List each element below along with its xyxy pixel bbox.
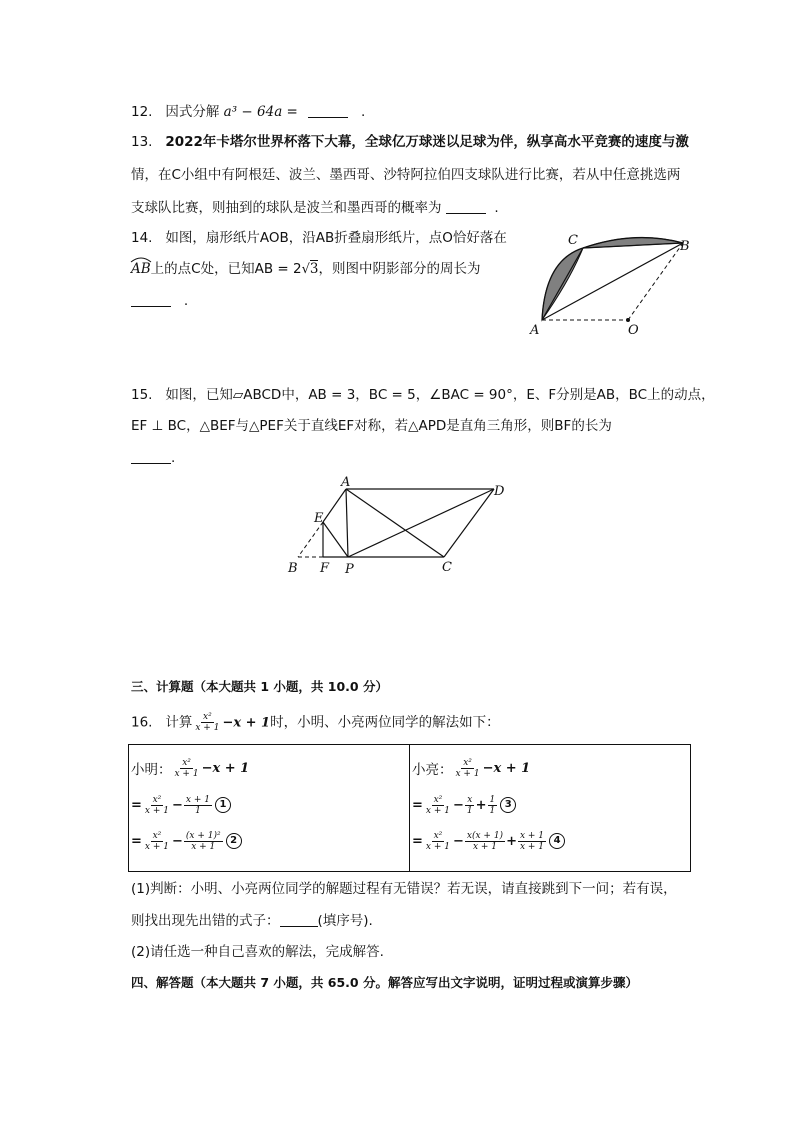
- answer-blank: [308, 103, 348, 118]
- label-c: C: [442, 560, 452, 575]
- label-a: A: [530, 323, 540, 338]
- segment-dc: [444, 489, 494, 557]
- fraction: $\frac{\text{x²}}{x + 1}$: [195, 712, 220, 733]
- label-c: C: [568, 233, 578, 248]
- xiaoming-solution: 小明： $\frac{\text{x²}}{x + 1}$ −x + 1 = $\frac{\text{x²}}{x + 1}$ − $\frac{x + 1}{1}$ 1 = $\frac{\text{x²}}{x + 1}$ − $\frac{\text{(x + 1)²}}{x + 1}$ 2: [129, 745, 410, 872]
- sector-figure: [525, 230, 705, 345]
- label-b: B: [288, 561, 298, 576]
- question-14-line-2: AB上的点C处，已知AB = 2√3，则图中阴影部分的周长为: [131, 259, 480, 280]
- question-14-line-3: .: [131, 291, 188, 311]
- label-f: F: [320, 561, 330, 576]
- label-e: E: [314, 511, 324, 526]
- question-16-intro: 16. 计算 $\frac{\text{x²}}{x + 1}$ −x + 1时，小明、小亮两位同学的解法如下：: [131, 712, 500, 733]
- label-a: A: [341, 475, 351, 490]
- question-number: 13.: [131, 134, 153, 150]
- question-16-part-1: (1)判断：小明、小亮两位同学的解题过程有无错误？若无误，请直接跳到下一问；若有误，: [131, 881, 677, 897]
- question-number: 14.: [131, 230, 153, 246]
- question-15-line-2: EF ⊥ BC，△BEF与△PEF关于直线EF对称，若△APD是直角三角形，则BF的长为: [131, 418, 612, 434]
- answer-blank: [131, 292, 171, 307]
- label-o: O: [628, 323, 639, 338]
- question-15-line-3: .: [131, 448, 175, 468]
- answer-blank: [131, 449, 171, 464]
- arc-mark-icon: [130, 255, 152, 263]
- section-heading-4: 四、解答题（本大题共 7 小题，共 65.0 分。解答应写出文字说明，证明过程或演算步骤）: [131, 975, 638, 990]
- segment-ep: [323, 522, 348, 557]
- label-p: P: [345, 562, 354, 577]
- segment-ap: [346, 489, 348, 557]
- question-number: 16.: [131, 714, 153, 731]
- question-14-line-1: 14. 如图，扇形纸片AOB，沿AB折叠扇形纸片，点O恰好落在: [131, 230, 507, 246]
- segment-eb-dashed: [298, 522, 323, 557]
- question-13-line-2: 情，在C小组中有阿根廷、波兰、墨西哥、沙特阿拉伯四支球队进行比赛，若从中任意挑选两: [131, 167, 681, 183]
- section-heading-3: 三、计算题（本大题共 1 小题，共 10.0 分）: [131, 679, 388, 694]
- step-marker-4: 4: [549, 833, 565, 849]
- question-16-part-1b: 则找出现先出错的式子： (填序号).: [131, 913, 373, 929]
- answer-blank: [280, 912, 318, 927]
- xiaoliang-solution: 小亮： $\frac{\text{x²}}{x + 1}$ −x + 1 = $\frac{\text{x²}}{x + 1}$ − $\frac{x}{1}$ + $\frac{1}{1}$ 3 = $\frac{\text{x²}}{x + 1}$ − $\frac{x(x + 1)}{x + 1}$ + $\frac{x + 1}{x + 1}$ 4: [410, 745, 691, 872]
- segment-pd: [348, 489, 494, 557]
- step-marker-3: 3: [500, 797, 516, 813]
- question-13-line-1: 13. 2022年卡塔尔世界杯落下大幕，全球亿万球迷以足球为伴，纵享高水平竞赛的速度与激: [131, 134, 689, 150]
- label-d: D: [494, 484, 505, 499]
- question-number: 12.: [131, 104, 153, 120]
- question-number: 15.: [131, 387, 153, 403]
- label-b: B: [680, 239, 690, 254]
- segment-ae: [323, 489, 346, 522]
- arc-ab: AB: [131, 259, 151, 279]
- answer-blank: [446, 199, 486, 214]
- parallelogram-figure: [284, 475, 524, 580]
- segment-ac: [346, 489, 444, 557]
- question-15-line-1: 15. 如图，已知▱ABCD中，AB = 3，BC = 5，∠BAC = 90°，E、F分别是AB，BC上的动点，: [131, 387, 715, 403]
- segment-ob-dashed: [628, 243, 683, 320]
- question-13-line-3: 支球队比赛，则抽到的球队是波兰和墨西哥的概率为 .: [131, 200, 499, 216]
- question-16-part-2: (2)请任选一种自己喜欢的解法，完成解答.: [131, 944, 384, 960]
- point-o: [626, 318, 630, 322]
- math-expression: a³ − 64a =: [223, 104, 298, 120]
- sqrt: √3: [301, 261, 319, 277]
- solutions-table: [128, 744, 691, 872]
- step-marker-1: 1: [215, 797, 231, 813]
- step-marker-2: 2: [226, 833, 242, 849]
- question-12: 12. 因式分解 a³ − 64a = .: [131, 104, 366, 120]
